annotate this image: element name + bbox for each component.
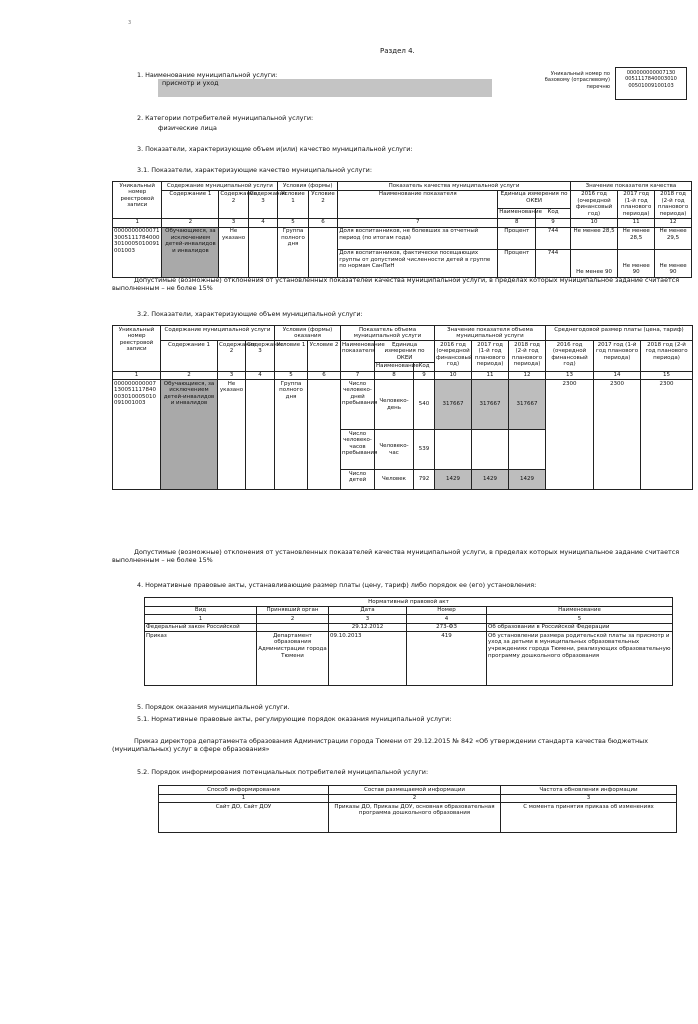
- col-number: 5: [275, 371, 308, 380]
- unit-code: 744: [536, 249, 571, 277]
- unit-code: 539: [414, 430, 435, 470]
- informing-table: [158, 785, 677, 833]
- unique-number-label: Уникальный номер по базовому (отраслевому) перечню: [544, 71, 610, 90]
- volume-heading: 3.2. Показатели, характеризующие объем муниципальной услуги:: [137, 310, 363, 318]
- col-number: 3: [219, 218, 248, 227]
- corner-mark: 3: [128, 20, 132, 26]
- h-2017: 2017 год (1-й год планового периода): [618, 190, 655, 218]
- col-number: 12: [509, 371, 546, 380]
- col-number: 2: [329, 794, 501, 803]
- h-2018: 2018 год (2-й год планового периода): [509, 341, 546, 371]
- registry-number: 000000000007130051117840003010005010091001003: [113, 227, 162, 277]
- h-content-1: Содержание 1: [161, 341, 218, 371]
- col-number: 8: [375, 371, 414, 380]
- price-2016: 2300: [546, 380, 594, 490]
- quality-deviation-note: Допустимые (возможные) отклонения от установленных показателей качества муниципальной услуги, в пределах которых муниципальное задание считается выполненным – не более 15%: [112, 276, 680, 292]
- indicator-name: Число детей: [341, 470, 375, 490]
- act-date: 09.10.2013: [329, 632, 407, 686]
- h-values: Значение показателя объема муниципальной услуги: [435, 326, 546, 341]
- act-date: 29.12.2012: [329, 623, 407, 632]
- unit-name: Человеко-день: [375, 380, 414, 430]
- consumers-value: физические лица: [158, 124, 217, 132]
- value-2017: [472, 430, 509, 470]
- h-indicator-name: Наименование показателя: [341, 341, 375, 371]
- h-info-content: Состав размещаемой информации: [329, 786, 501, 795]
- indicator-name: Число человеко-часов пребывания: [341, 430, 375, 470]
- col-number: 6: [308, 218, 337, 227]
- h-content-3: Содержание 3: [248, 190, 277, 218]
- col-number: 4: [246, 371, 275, 380]
- content-2-value: Не указано: [219, 227, 248, 277]
- h-content-2: Содержание 2: [218, 341, 246, 371]
- col-number: 5: [487, 615, 673, 624]
- value-2017: 1429: [472, 470, 509, 490]
- content-3-value: [246, 380, 275, 490]
- col-number: 3: [218, 371, 246, 380]
- info-content: Приказы ДО, Приказы ДОУ, основная образовательная программа дошкольного образования: [329, 803, 501, 833]
- procedure-acts-heading: 5.1. Нормативные правовые акты, регулирующие порядок оказания муниципальной услуги:: [137, 715, 452, 723]
- act-number: 273-ФЗ: [407, 623, 487, 632]
- h-unit-code: Код: [414, 362, 435, 371]
- h-conditions: Условия (формы) оказания: [275, 326, 341, 341]
- indicator-name: Доля воспитанников, фактически посещающих группы от допустимой численности детей в группе по нормам СанПиН: [338, 249, 498, 277]
- h-method: Способ информирования: [159, 786, 329, 795]
- value-2016: Не менее 28,5: [570, 227, 617, 249]
- act-kind: Федеральный закон Российской: [145, 623, 257, 632]
- info-frequency: С момента принятия приказа об изменениях: [501, 803, 677, 833]
- value-2016: [435, 430, 472, 470]
- quality-table: [112, 181, 692, 278]
- col-number: 15: [641, 371, 693, 380]
- col-number: 7: [341, 371, 375, 380]
- unique-code-2: 0051117840003010: [625, 76, 677, 83]
- condition-2-value: [308, 380, 341, 490]
- h-2016: 2016 год (очередной финансовый год): [570, 190, 617, 218]
- payment-acts-heading: 4. Нормативные правовые акты, устанавливающие размер платы (цену, тариф) либо порядок ее (его) установления:: [137, 581, 537, 589]
- condition-2-value: [308, 227, 337, 277]
- col-number: 9: [536, 218, 571, 227]
- h-indicator-name: Наименование показателя: [338, 190, 498, 218]
- unit-name: Процент: [498, 227, 536, 249]
- h-date: Дата: [329, 606, 407, 615]
- content-1-value: Обучающиеся, за исключением детей-инвалидов и инвалидов: [162, 227, 219, 277]
- indicators-heading: 3. Показатели, характеризующие объем и(или) качество муниципальной услуги:: [137, 145, 413, 153]
- act-organ: Департамент образования Администрации города Тюмени: [257, 632, 329, 686]
- h-content: Содержание муниципальной услуги: [161, 326, 275, 341]
- h-content-1: Содержание 1: [162, 190, 219, 218]
- content-1-value: Обучающиеся, за исключением детей-инвалидов и инвалидов: [161, 380, 218, 490]
- h-indicator: Показатель объема муниципальной услуги: [341, 326, 435, 341]
- col-number: 2: [161, 371, 218, 380]
- h-condition-1: Условие 1: [278, 190, 309, 218]
- col-number: 9: [414, 371, 435, 380]
- value-2017: Не менее 28,5: [618, 227, 655, 249]
- h-price-2018: 2018 год (2-й год планового периода): [641, 341, 693, 371]
- service-name-value: присмотр и уход: [158, 79, 492, 97]
- h-condition-2: Условие 2: [308, 190, 337, 218]
- h-2018: 2018 год (2-й год планового периода): [655, 190, 692, 218]
- value-2018: Не менее 90: [655, 249, 692, 277]
- col-number: 12: [655, 218, 692, 227]
- h-indicator: Показатель качества муниципальной услуги: [338, 182, 571, 191]
- unit-code: 540: [414, 380, 435, 430]
- section-title: Раздел 4.: [380, 47, 415, 55]
- value-2016: 317667: [435, 380, 472, 430]
- col-number: 2: [162, 218, 219, 227]
- unit-name: Процент: [498, 249, 536, 277]
- unit-code: 792: [414, 470, 435, 490]
- consumers-label: 2. Категории потребителей муниципальной услуги:: [137, 114, 314, 122]
- h-content: Содержание муниципальной услуги: [162, 182, 278, 191]
- col-number: 1: [159, 794, 329, 803]
- volume-deviation-note: Допустимые (возможные) отклонения от установленных показателей качества муниципальной услуги, в пределах которых муниципальное задание считается выполненным – не более 15%: [112, 548, 680, 564]
- h-price: Среднегодовой размер платы (цена, тариф): [546, 326, 693, 341]
- value-2016: 1429: [435, 470, 472, 490]
- col-number: 10: [435, 371, 472, 380]
- info-method: Сайт ДО, Сайт ДОУ: [159, 803, 329, 833]
- h-unit-code: Код: [536, 208, 571, 218]
- h-unique: Уникальный номер реестровой записи: [113, 326, 161, 372]
- h-unit: Единица измерения по ОКЕИ: [375, 341, 435, 363]
- procedure-order-text: Приказ директора департамента образования Администрации города Тюмени от 29.12.2015 № 842 «Об утверждении стандарта качества бюджетных (муниципальных) услуг в сфере образования»: [112, 737, 649, 753]
- procedure-heading: 5. Порядок оказания муниципальной услуги.: [137, 703, 290, 711]
- unit-name: Человек: [375, 470, 414, 490]
- h-condition-2: Условие 2: [308, 341, 341, 371]
- registry-number: 000000000007130051117840003010005010091001003: [113, 380, 161, 490]
- h-name: Наименование: [487, 606, 673, 615]
- service-name-label: 1. Наименование муниципальной услуги:: [137, 71, 278, 79]
- informing-heading: 5.2. Порядок информирования потенциальных потребителей муниципальной услуги:: [137, 768, 429, 776]
- h-condition-1: Условие 1: [275, 341, 308, 371]
- act-number: 419: [407, 632, 487, 686]
- unit-name: Человеко-час: [375, 430, 414, 470]
- act-organ: [257, 623, 329, 632]
- col-number: 7: [338, 218, 498, 227]
- col-number: 1: [113, 218, 162, 227]
- act-kind: Приказ: [145, 632, 257, 686]
- h-content-3: Содержание 3: [246, 341, 275, 371]
- value-2016: Не менее 90: [570, 249, 617, 277]
- condition-1-value: Группа полного дня: [278, 227, 309, 277]
- col-number: 4: [248, 218, 277, 227]
- h-unit: Единица измерения по ОКЕИ: [498, 190, 571, 208]
- h-2017: 2017 год (1-й год планового периода): [472, 341, 509, 371]
- h-price-2016: 2016 год (очередной финансовый год): [546, 341, 594, 371]
- h-organ: Принявший орган: [257, 606, 329, 615]
- h-act: Нормативный правовой акт: [145, 598, 673, 607]
- col-number: 11: [618, 218, 655, 227]
- price-2017: 2300: [594, 380, 641, 490]
- unit-code: 744: [536, 227, 571, 249]
- payment-acts-table: [144, 597, 673, 686]
- col-number: 2: [257, 615, 329, 624]
- h-unit-name: Наименование: [498, 208, 536, 218]
- h-values: Значение показателя качества: [570, 182, 691, 191]
- col-number: 13: [546, 371, 594, 380]
- value-2017: 317667: [472, 380, 509, 430]
- content-2-value: Не указано: [218, 380, 246, 490]
- h-unique: Уникальный номер реестровой записи: [113, 182, 162, 219]
- value-2018: Не менее 29,5: [655, 227, 692, 249]
- value-2017: Не менее 90: [618, 249, 655, 277]
- col-number: 6: [308, 371, 341, 380]
- condition-1-value: Группа полного дня: [275, 380, 308, 490]
- col-number: 3: [501, 794, 677, 803]
- unique-number-box: [615, 67, 687, 100]
- indicator-name: Число человеко-дней пребывания: [341, 380, 375, 430]
- act-name: Об образовании в Российской Федерации: [487, 623, 673, 632]
- price-2018: 2300: [641, 380, 693, 490]
- col-number: 1: [145, 615, 257, 624]
- h-content-2: Содержание 2: [219, 190, 248, 218]
- content-3-value: [248, 227, 277, 277]
- volume-table: [112, 325, 693, 490]
- h-price-2017: 2017 год (1-й год планового периода): [594, 341, 641, 371]
- col-number: 11: [472, 371, 509, 380]
- h-number: Номер: [407, 606, 487, 615]
- h-frequency: Частота обновления информации: [501, 786, 677, 795]
- col-number: 4: [407, 615, 487, 624]
- quality-heading: 3.1. Показатели, характеризующие качество муниципальной услуги:: [137, 166, 372, 174]
- h-unit-name: Наименование: [376, 363, 419, 370]
- value-2018: [509, 430, 546, 470]
- unique-code-1: 000000000007130: [626, 70, 676, 76]
- value-2018: 317667: [509, 380, 546, 430]
- indicator-name: Доля воспитанников, не болевших за отчетный период (по итогам года): [338, 227, 498, 249]
- col-number: 3: [329, 615, 407, 624]
- h-2016: 2016 год (очередной финансовый год): [435, 341, 472, 371]
- h-conditions: Условия (формы): [278, 182, 338, 191]
- col-number: 10: [570, 218, 617, 227]
- col-number: 8: [498, 218, 536, 227]
- col-number: 1: [113, 371, 161, 380]
- col-number: 5: [278, 218, 309, 227]
- value-2018: 1429: [509, 470, 546, 490]
- col-number: 14: [594, 371, 641, 380]
- act-name: Об установлении размера родительской платы за присмотр и уход за детьми в муниципальных образовательных учреждениях города Тюмени, реализующих образовательную программу дошкольного образования: [487, 632, 673, 686]
- h-kind: Вид: [145, 606, 257, 615]
- unique-code-3: 00501009100103: [628, 82, 674, 89]
